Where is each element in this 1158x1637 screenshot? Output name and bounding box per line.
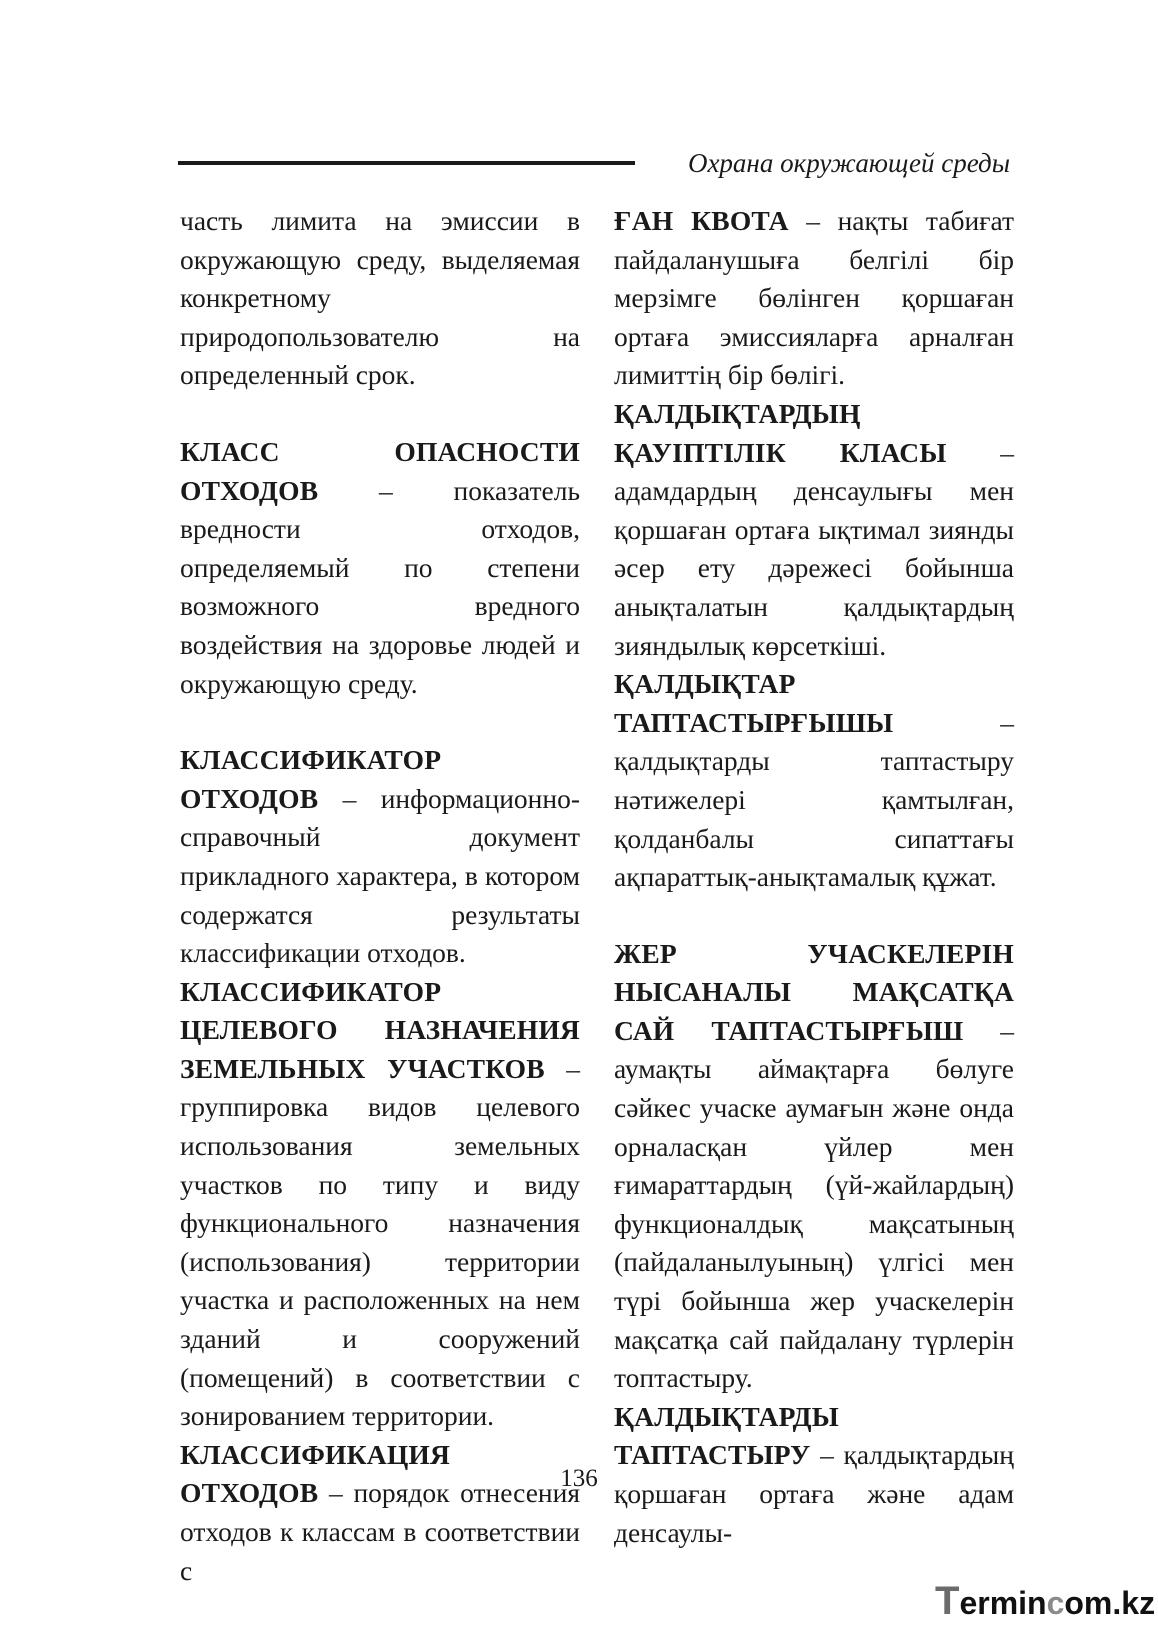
entry-waste-classifier-kz <box>614 665 1014 897</box>
page-number: 136 <box>560 1465 598 1492</box>
watermark-text-2: o <box>1064 1585 1084 1621</box>
entry-term: КЛАССИФИКАЦИЯ ОТХОДОВ <box>180 1438 451 1509</box>
entry-term: ҚАЛДЫҚТАРДЫҢ ҚАУІПТІЛІК КЛАСЫ <box>614 397 947 468</box>
entry-term: ЖЕР УЧАСКЕЛЕРІН НЫСАНАЛЫ МАҚСАТҚА САЙ ТАПТАСТЫРҒЫШ <box>614 937 1014 1046</box>
left-column <box>180 202 580 1590</box>
right-column <box>614 202 1014 1552</box>
entry-waste-classifier <box>180 741 580 973</box>
entry-definition: – қалдықтардың қоршаған ортаға және адам денсаулы- <box>614 1439 1014 1548</box>
watermark-initial: T <box>935 1579 960 1623</box>
entry-definition: – нақты табиғат пайдаланушыға белгілі бір мерзімге бөлінген қоршаған ортаға эмиссияларға арналған лимиттің бір бөлігі. <box>614 205 1014 391</box>
entry-term: ҒАН КВОТА <box>614 205 789 236</box>
entry-definition: – информационно-справочный документ прикладного характера, в котором содержатся результаты классификации отходов. <box>180 782 580 969</box>
entry-definition: – группировка видов целевого использования земельных участков по типу и виду функционального назначения (использования) территории участка и расположенных на нем зданий и сооружений (помещений) в соответствии с зонированием территории. <box>180 1052 580 1432</box>
entry-definition: – адамдардың денсаулығы мен қоршаған ортаға ықтимал зиянды әсер ету дәрежесі бойынша анықталатын қалдықтардың зияндылық көрсеткіші. <box>614 436 1014 661</box>
entry-term: КЛАСС ОПАСНОСТИ ОТХОДОВ <box>180 435 580 506</box>
entry-definition: – аумақты аймақтарға бөлуге сәйкес учаске аумағын және онда орналасқан үйлер мен ғимараттардың (үй-жайлардың) функционалдық мақсатының (пайдаланылуының) үлгісі мен түрі бойынша жер учаскелерін мақсатқа сай пайдалану түрлерін топтастыру. <box>614 1014 1014 1394</box>
entry-definition: – қалдықтарды таптастыру нәтижелері қамтылған, қолданбалы сипаттағы ақпараттық-анықтамалық құжат. <box>614 706 1014 893</box>
entry-land-classifier <box>180 973 580 1436</box>
watermark-accent: c <box>1046 1585 1065 1621</box>
site-watermark-logo <box>935 1581 1155 1623</box>
entry-term: ҚАЛДЫҚТАР ТАПТАСТЫРҒЫШЫ <box>614 668 894 738</box>
entry-waste-classification <box>180 1436 580 1590</box>
entry-definition: часть лимита на эмиссии в окружающую среду, выделяемая конкретному природопользователю на определенный срок. <box>180 205 580 391</box>
entry-definition: – показатель вредности отходов, определяемый по степени возможного вредного воздействия на здоровье людей и окружающую среду. <box>180 474 580 699</box>
entry-quota <box>614 202 1014 395</box>
entry-land-classifier-kz <box>614 935 1014 1398</box>
entry-hazard-class <box>180 433 580 703</box>
entry-continued <box>180 202 580 395</box>
header-rule <box>178 161 635 165</box>
running-head: Охрана окружающей среды <box>687 148 1010 178</box>
entry-hazard-class-kz <box>614 395 1014 665</box>
entry-term: КЛАССИФИКАТОР ОТХОДОВ <box>180 744 442 814</box>
watermark-text: ermin <box>959 1585 1047 1621</box>
watermark-domain: m.kz <box>1083 1585 1156 1621</box>
entry-term: КЛАССИФИКАТОР ЦЕЛЕВОГО НАЗНАЧЕНИЯ ЗЕМЕЛЬНЫХ УЧАСТКОВ <box>180 975 580 1084</box>
entry-term: ҚАЛДЫҚТАРДЫ ТАПТАСТЫРУ <box>614 1400 839 1471</box>
entry-definition: – порядок отнесения отходов к классам в соответствии с <box>180 1477 580 1586</box>
